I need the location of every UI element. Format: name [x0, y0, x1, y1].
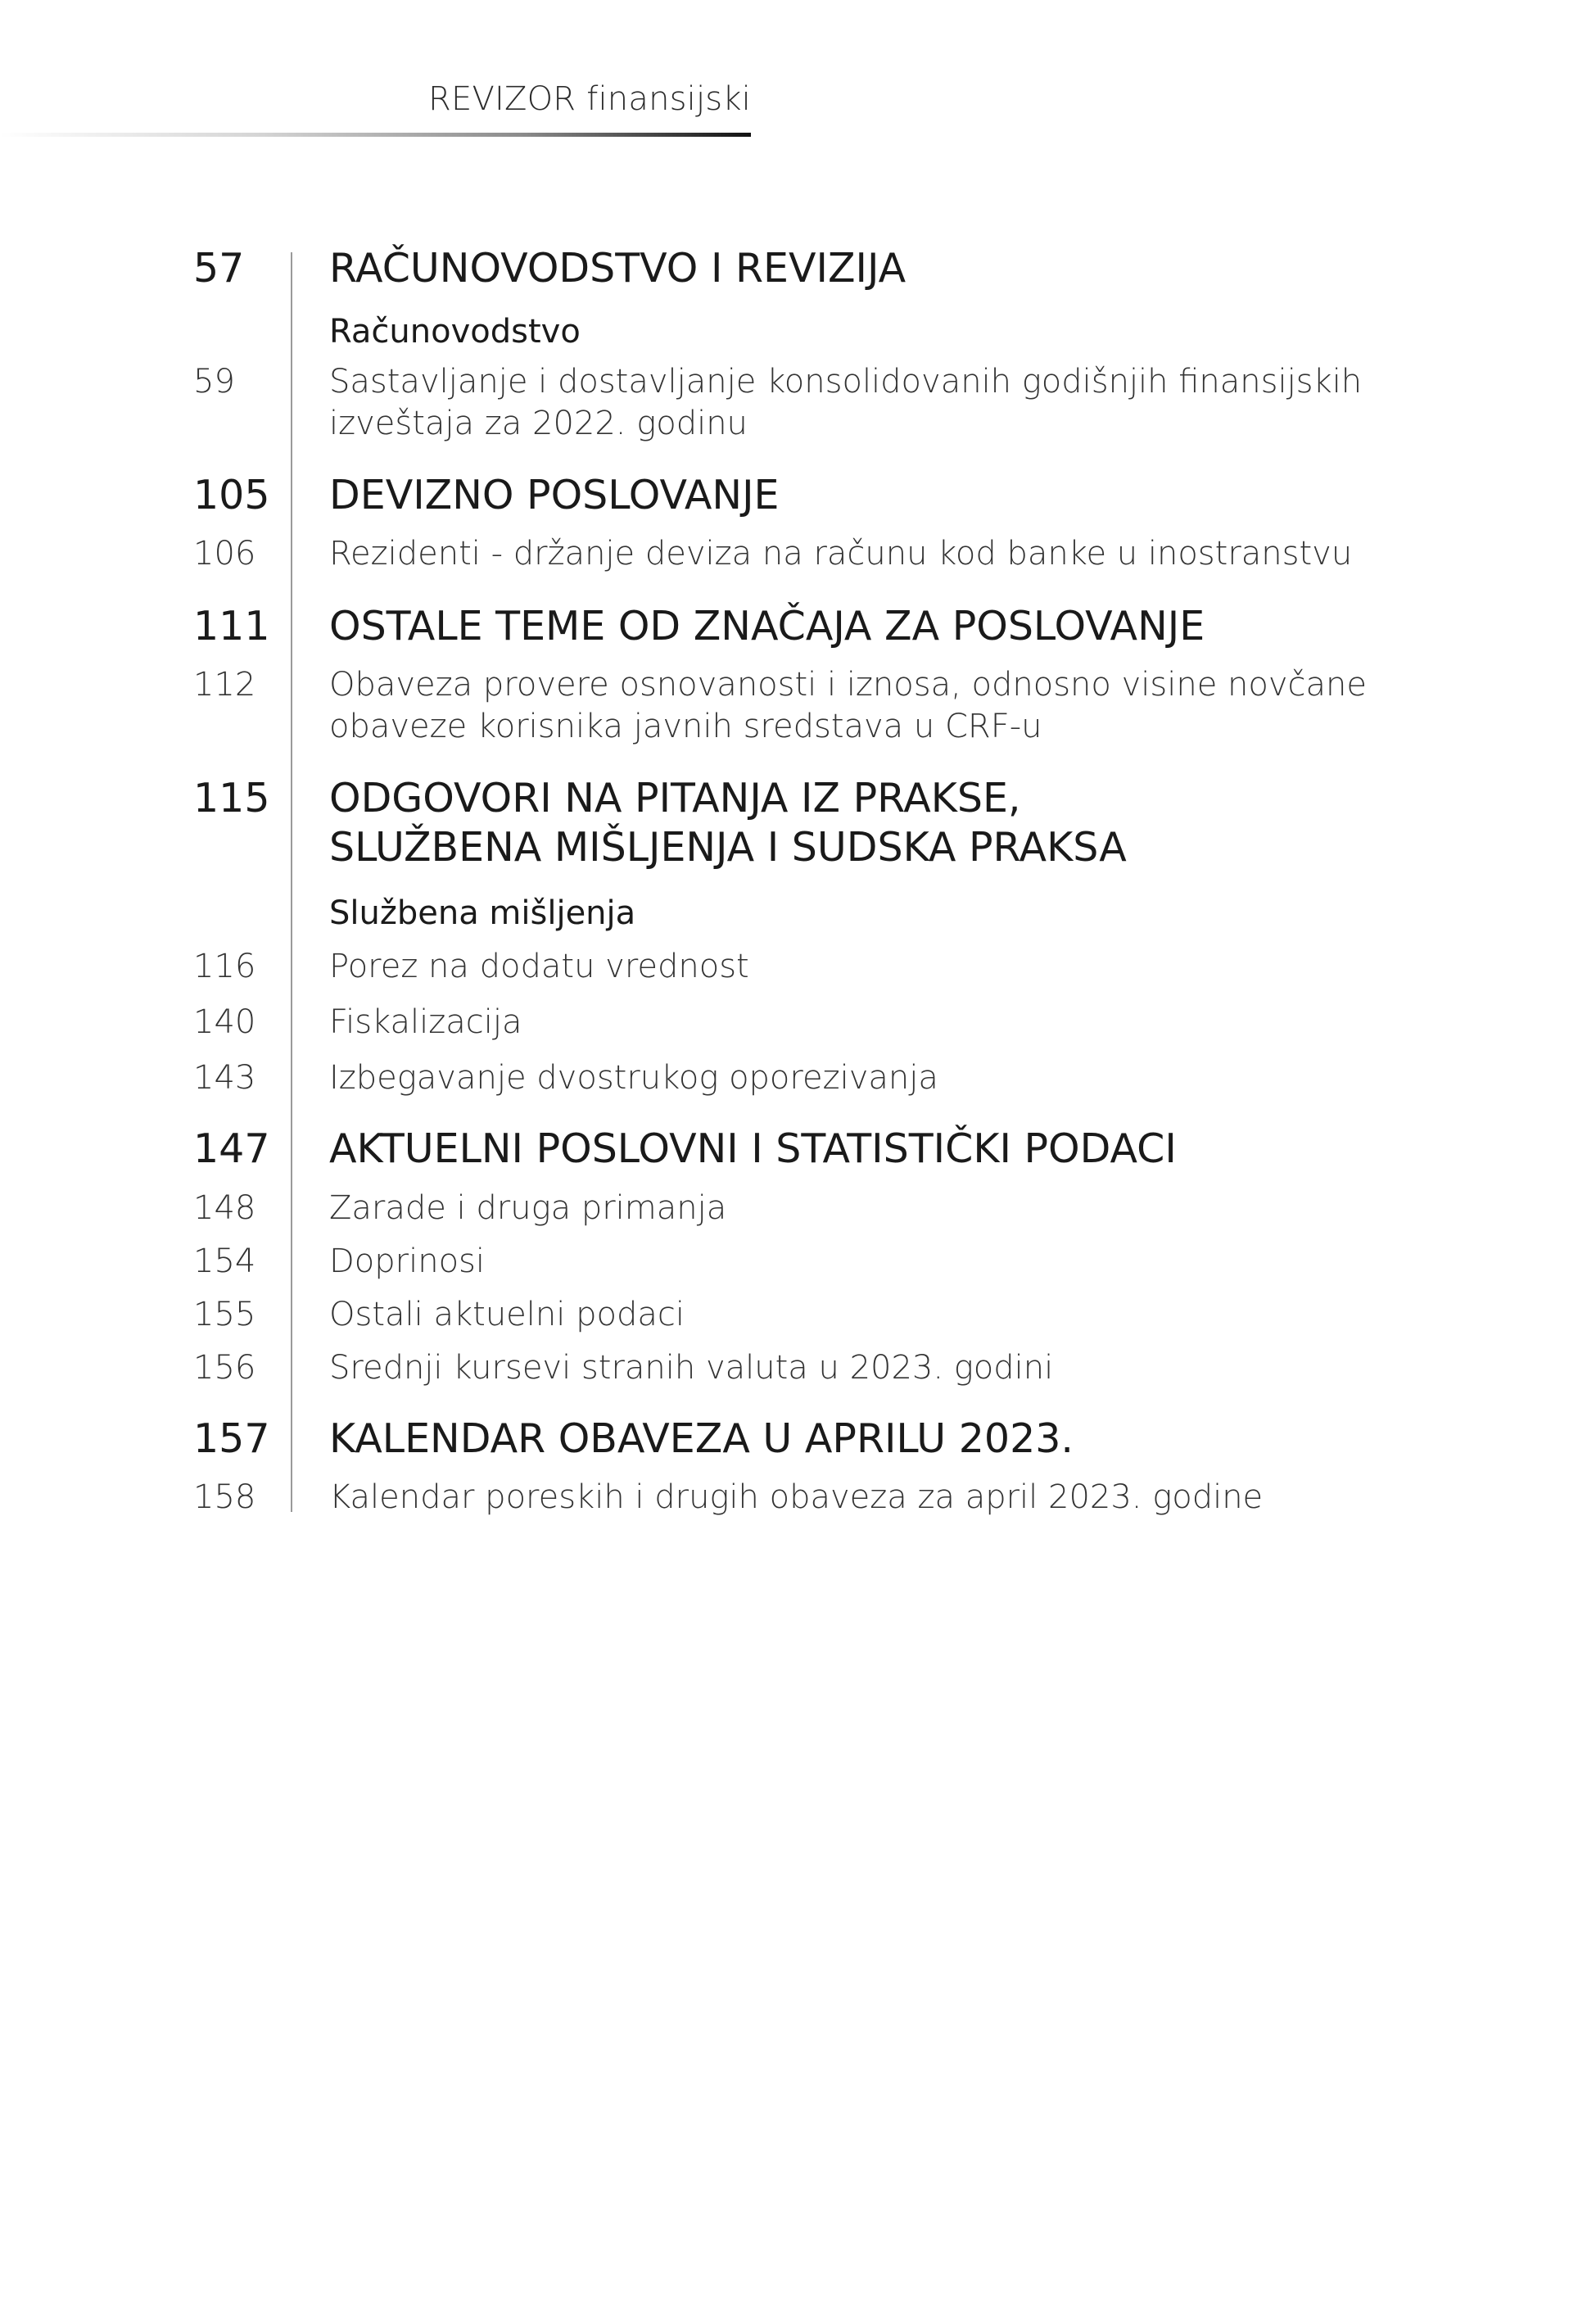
toc-subheading-title: Računovodstvo — [329, 313, 581, 351]
toc-entry-title: Izbegavanje dvostrukog oporezivanja — [329, 1059, 938, 1097]
toc-page-number: 147 — [193, 1125, 270, 1172]
toc-page-number: 140 — [193, 1003, 256, 1041]
toc-page-number: 57 — [193, 245, 245, 292]
toc-section-title: OSTALE TEME OD ZNAČAJA ZA POSLOVANJE — [329, 603, 1205, 650]
toc-page-number: 112 — [193, 666, 256, 704]
toc-entry-title: Porez na dodatu vrednost — [329, 948, 749, 985]
toc-entry-title: Doprinosi — [329, 1242, 485, 1280]
toc-entry-title: Ostali aktuelni podaci — [329, 1296, 685, 1333]
toc-entry-title: Fiskalizacija — [329, 1003, 522, 1041]
toc-page-number: 111 — [193, 603, 270, 650]
toc-entry-title-line-1: Obaveza provere osnovanosti i iznosa, odnosno visine novčane — [329, 666, 1367, 704]
toc-page-number: 116 — [193, 948, 256, 985]
running-head-title: REVIZOR finansijski — [427, 80, 751, 118]
toc-page-number: 156 — [193, 1349, 256, 1387]
toc-section-title — [329, 774, 1386, 872]
toc-section-title: RAČUNOVODSTVO I REVIZIJA — [329, 245, 907, 292]
toc-page-number: 115 — [193, 775, 270, 822]
toc-page-number: 154 — [193, 1242, 256, 1280]
toc-page-number: 105 — [193, 472, 270, 518]
toc-section-title: KALENDAR OBAVEZA U APRILU 2023. — [329, 1415, 1074, 1462]
toc-page-number: 106 — [193, 535, 256, 573]
toc-section-title-line-2: SLUŽBENA MIŠLJENJA I SUDSKA PRAKSA — [329, 824, 1127, 871]
toc-entry-title-line-2: obaveze korisnika javnih sredstava u CRF-u — [329, 708, 1042, 745]
toc-page-number: 59 — [193, 363, 235, 401]
toc-entry-title: Kalendar poreskih i drugih obaveza za april 2023. godine — [329, 1478, 1264, 1516]
toc-entry-title: Zarade i druga primanja — [329, 1189, 727, 1227]
toc-subheading-title: Službena mišljenja — [329, 894, 636, 932]
toc-page-number: 143 — [193, 1059, 256, 1097]
toc-entry-title-line-2: izveštaja za 2022. godinu — [329, 405, 748, 442]
toc-section-title: DEVIZNO POSLOVANJE — [329, 472, 780, 518]
toc-entry-title: Rezidenti - držanje deviza na računu kod banke u inostranstvu — [329, 535, 1353, 573]
toc-page-number: 157 — [193, 1415, 270, 1462]
toc-vertical-divider — [291, 252, 292, 1512]
toc-entry-title — [329, 664, 1386, 748]
toc-entry-title: Srednji kursevi stranih valuta u 2023. godini — [329, 1349, 1054, 1387]
toc-page-number: 155 — [193, 1296, 256, 1333]
toc-page-number: 158 — [193, 1478, 256, 1516]
toc-entry-title-line-1: Sastavljanje i dostavljanje konsolidovanih godišnjih finansijskih — [329, 363, 1363, 401]
toc-section-title-line-1: ODGOVORI NA PITANJA IZ PRAKSE, — [329, 775, 1021, 822]
toc-entry-title — [329, 361, 1386, 445]
toc-section-title: AKTUELNI POSLOVNI I STATISTIČKI PODACI — [329, 1125, 1177, 1172]
toc-page-number: 148 — [193, 1189, 256, 1227]
